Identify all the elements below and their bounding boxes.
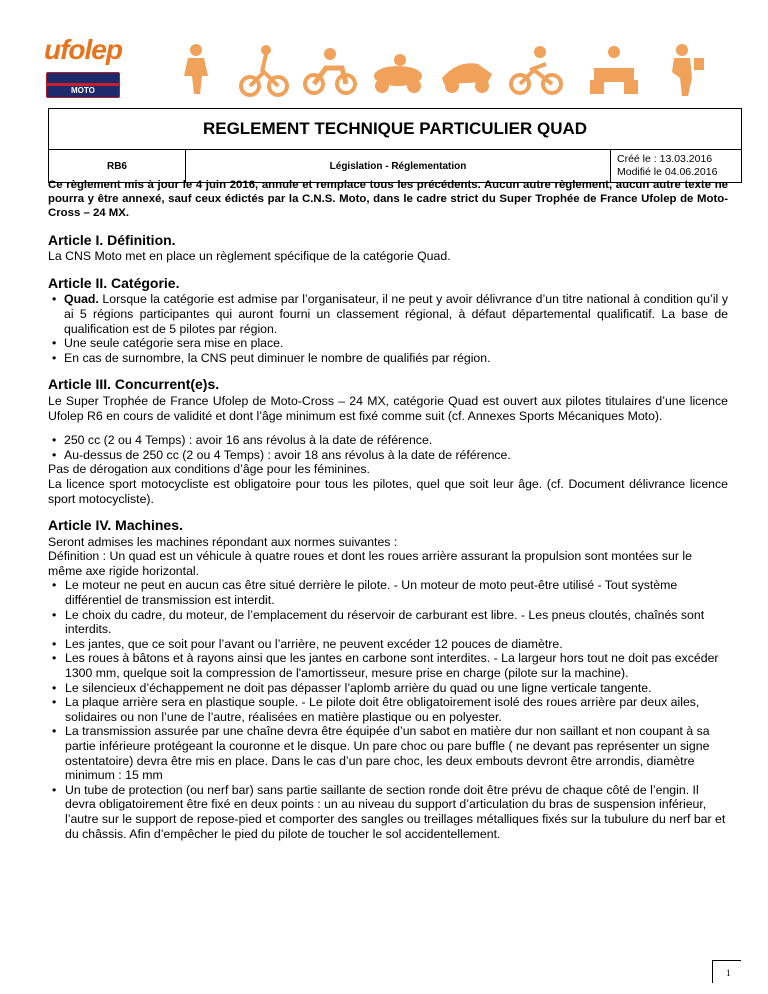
article-3-heading: Article III. Concurrent(e)s. — [48, 376, 220, 393]
list-item: • Une seule catégorie sera mise en place. — [48, 336, 728, 351]
badge-text: MOTO — [71, 86, 95, 95]
page-number: 1 — [726, 968, 731, 978]
article-4-intro-1: Seront admises les machines répondant aux normes suivantes : — [48, 534, 398, 549]
title-block — [48, 108, 742, 183]
article-2-heading: Article II. Catégorie. — [48, 274, 180, 291]
modified-date: Modifié le 04.06.2016 — [617, 166, 718, 178]
ufolep-logo — [40, 32, 126, 102]
moto-badge — [46, 72, 120, 98]
article-3-text-2: Pas de dérogation aux conditions d’âge pour les féminines. — [48, 462, 370, 477]
page-header — [40, 32, 730, 102]
article-3-text-3: La licence sport motocycliste est obligatoire pour tous les pilotes, quel que soit leur âge. (cf. Document délivrance licence sport motocycliste). — [48, 476, 728, 506]
logo-text: ufolep — [44, 34, 122, 65]
rider-icon — [168, 42, 224, 98]
road-bike-icon — [302, 42, 358, 98]
list-item: • Le moteur ne peut en aucun cas être situé derrière le pilote. - Un moteur de moto peut-être utilisé - Tout système différentiel de transmission est interdit. — [48, 578, 728, 607]
item-text: Lorsque la catégorie est admise par l’organisateur, il ne peut y avoir délivrance d’un titre national à condition qu’il y ai 5 régions participantes qui auront fourni un classement régional, à défaut départemental qualificatif. La base de qualification est de 5 pilotes par région. — [64, 292, 728, 336]
list-item: • Le choix du cadre, du moteur, de l’emplacement du réservoir de carburant est libre. - Les pneus cloutés, chaînés sont interdits. — [48, 608, 728, 637]
list-item: • Le silencieux d’échappement ne doit pas dépasser l’aplomb arrière du quad ou une ligne verticale tangente. — [48, 681, 728, 696]
created-date: Créé le : 13.03.2016 — [617, 153, 713, 165]
list-item: • La plaque arrière sera en plastique souple. - Le pilote doit être obligatoirement isolé des roues arrière par deux ailes, solidaires ou non l’une de l’autre, réalisées en matière plastique ou en polyester. — [48, 695, 728, 724]
sport-bike-icon — [370, 42, 426, 98]
list-item: • 250 cc (2 ou 4 Temps) : avoir 16 ans révolus à la date de référence. — [48, 433, 728, 448]
article-4-heading: Article IV. Machines. — [48, 517, 183, 534]
list-item: • La transmission assurée par une chaîne devra être équipée d’un sabot en matière dur non saillant et non coupant à sa partie inférieure protégeant la couronne et le disque. Un pare choc ou pare buffle ( ne devant pas représenter un signe ostentatoire) devra être mis en place. Dans le cas d’un pare choc, les deux embouts devront être arrondis, diamètre minimum : 15 mm — [48, 724, 728, 782]
document-ref: RB6 — [49, 150, 186, 182]
article-1-heading: Article I. Définition. — [48, 231, 176, 248]
document-title: REGLEMENT TECHNIQUE PARTICULIER QUAD — [49, 109, 741, 150]
article-2-list — [48, 292, 728, 365]
superbike-icon — [438, 42, 494, 98]
article-1-text: La CNS Moto met en place un règlement spécifique de la catégorie Quad. — [48, 249, 451, 264]
official-icon — [660, 42, 716, 98]
article-3-text: Le Super Trophée de France Ufolep de Moto-Cross – 24 MX, catégorie Quad est ouvert aux pilotes titulaires d’une licence Ufolep R6 en cours de validité et dont l’âge minimum est fixé comme suit (cf. Annexes Sports Mécaniques Moto). — [48, 393, 728, 423]
motocross-bike-icon — [508, 42, 564, 98]
list-item: • Les roues à bâtons et à rayons ainsi que les jantes en carbone sont interdites. - La largeur hors tout ne doit pas excéder 1300 mm, quelque soit la compression de l'amortisseur, mesure prise en charge (pilote sur la machine). — [48, 651, 728, 680]
article-4-intro-2: Définition : Un quad est un véhicule à quatre roues et dont les roues arrière assurant la propulsion sont montées sur le même axe rigide horizontal. — [48, 549, 692, 578]
list-item: • Les jantes, que ce soit pour l’avant ou l’arrière, ne peuvent excéder 12 pouces de diamètre. — [48, 637, 728, 652]
list-item: • En cas de surnombre, la CNS peut diminuer le nombre de qualifiés par région. — [48, 351, 728, 366]
list-item: • Au-dessus de 250 cc (2 ou 4 Temps) : avoir 18 ans révolus à la date de référence. — [48, 448, 728, 463]
trial-bike-icon — [236, 42, 292, 98]
intro-paragraph: Ce règlement mis à jour le 4 juin 2016, annule et remplace tous les précédents. Aucun autre règlement, aucun autre texte ne pourra y être annexé, sauf ceux édictés par la C.N.S. Moto, dans le cadre strict du Super Trophée de France Ufolep de Moto-Cross – 24 MX. — [48, 179, 728, 220]
quad-icon — [586, 42, 642, 98]
item-bold-label: Quad. — [64, 292, 99, 307]
list-item — [48, 292, 728, 336]
article-3-list — [48, 433, 728, 462]
document-body — [48, 178, 728, 841]
document-category: Législation - Réglementation — [186, 150, 611, 182]
article-4-list — [48, 578, 728, 841]
list-item: • Un tube de protection (ou nerf bar) sans partie saillante de section ronde doit être prévu de chaque côté de l’engin. Il devra obligatoirement être fixé en deux points : un au niveau du support d’articulation du bras de suspension inférieur, l’autre sur le support de repose-pied et comporter des sangles ou treillages métalliques fixés sur la tubulure du nerf bar et du châssis. Afin d’empêcher le pied du pilote de toucher le sol accidentellement. — [48, 783, 728, 841]
